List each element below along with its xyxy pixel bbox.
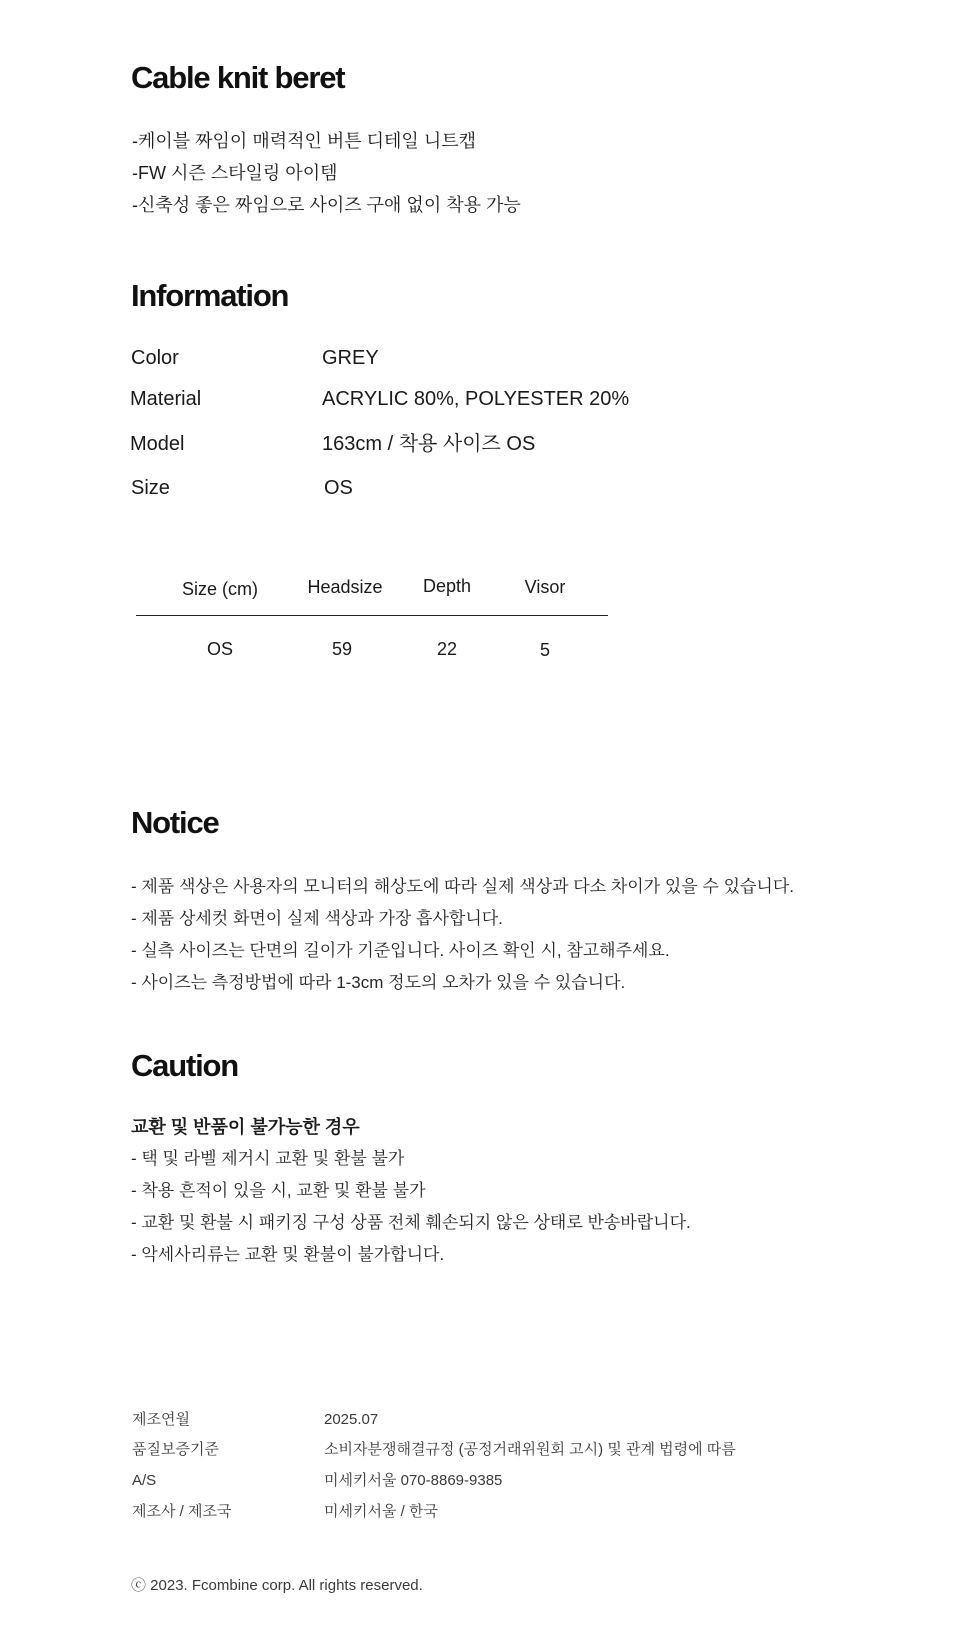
notice-line: - 실측 사이즈는 단면의 길이가 기준입니다. 사이즈 확인 시, 참고해주세요. [131, 941, 670, 960]
info-value-model: 163cm / 착용 사이즈 OS [322, 433, 536, 455]
product-title: Cable knit beret [131, 60, 345, 95]
size-table-header: Visor [524, 577, 566, 597]
info-label-model: Model [130, 433, 185, 455]
size-table-header: Size (cm) [182, 579, 258, 599]
caution-line: - 착용 흔적이 있을 시, 교환 및 환불 불가 [131, 1181, 426, 1200]
meta-value: 미세키서울 070-8869-9385 [324, 1472, 503, 1489]
meta-label: 품질보증기준 [132, 1441, 219, 1458]
caution-subtitle: 교환 및 반품이 불가능한 경우 [131, 1117, 360, 1137]
caution-line: - 악세사리류는 교환 및 환불이 불가합니다. [131, 1245, 445, 1264]
meta-label: A/S [132, 1472, 157, 1489]
info-label-size: Size [131, 477, 170, 499]
size-table-header: Depth [422, 576, 472, 596]
caution-line: - 교환 및 환불 시 패키징 구성 상품 전체 훼손되지 않은 상태로 반송바랍니다. [131, 1213, 691, 1232]
meta-label: 제조연월 [132, 1411, 190, 1428]
notice-line: - 제품 상세컷 화면이 실제 색상과 가장 흡사합니다. [131, 909, 503, 928]
info-value-color: GREY [322, 347, 379, 369]
meta-value: 미세키서울 / 한국 [324, 1503, 438, 1520]
info-value-material: ACRYLIC 80%, POLYESTER 20% [322, 388, 630, 410]
info-value-size: OS [324, 477, 353, 499]
notice-line: - 제품 색상은 사용자의 모니터의 해상도에 따라 실제 색상과 다소 차이가 있을 수 있습니다. [131, 877, 794, 896]
copyright-notice: ⓒ 2023. Fcombine corp. All rights reserved. [131, 1577, 423, 1594]
product-description-line: -케이블 짜임이 매력적인 버튼 디테일 니트캡 [132, 131, 476, 151]
meta-value: 소비자분쟁해결규정 (공정거래위원회 고시) 및 관계 법령에 따름 [324, 1441, 736, 1458]
size-table-header: Headsize [307, 577, 383, 597]
notice-line: - 사이즈는 측정방법에 따라 1-3cm 정도의 오차가 있을 수 있습니다. [131, 973, 626, 992]
notice-heading: Notice [131, 805, 219, 840]
size-table-cell: 59 [331, 639, 353, 659]
info-label-material: Material [130, 388, 202, 410]
info-label-color: Color [131, 347, 179, 369]
size-table-cell: 5 [539, 640, 550, 660]
meta-value: 2025.07 [324, 1411, 379, 1428]
caution-heading: Caution [131, 1048, 238, 1083]
information-heading: Information [131, 278, 289, 313]
product-description-line: -신축성 좋은 짜임으로 사이즈 구애 없이 착용 가능 [132, 195, 521, 215]
size-table-divider [136, 615, 608, 616]
caution-line: - 택 및 라벨 제거시 교환 및 환불 불가 [131, 1149, 405, 1168]
size-table-cell: 22 [436, 639, 458, 659]
size-table-cell: OS [206, 639, 233, 659]
meta-label: 제조사 / 제조국 [132, 1503, 232, 1520]
product-description-line: -FW 시즌 스타일링 아이템 [132, 163, 338, 183]
